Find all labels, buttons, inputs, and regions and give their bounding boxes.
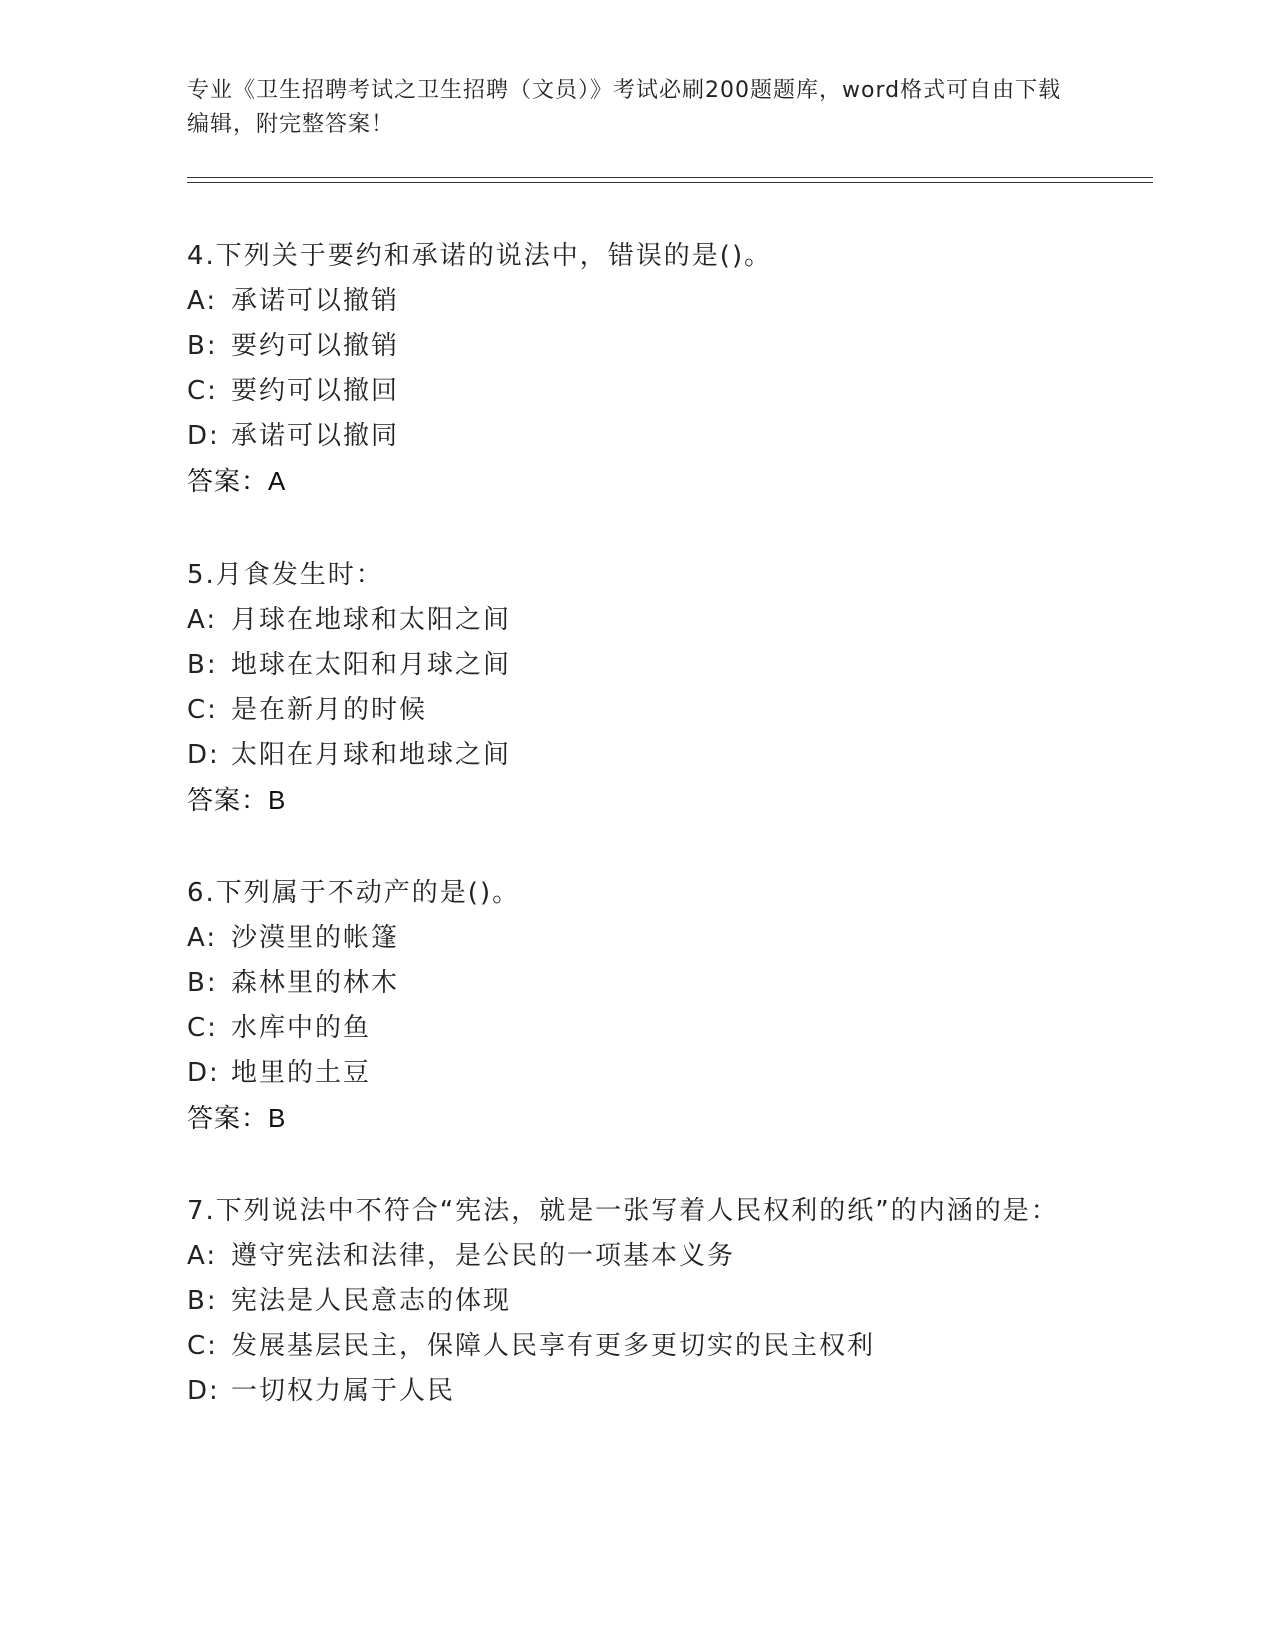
option-text: 太阳在月球和地球之间 (231, 740, 512, 770)
answer-line: 答案：A (187, 466, 287, 496)
option-text: 承诺可以撤同 (231, 421, 400, 451)
option-text: 森林里的林木 (231, 968, 400, 998)
option-letter: C: (187, 695, 218, 725)
option-text: 地里的土豆 (231, 1058, 372, 1088)
option-letter: C: (187, 1013, 218, 1043)
option-c (187, 369, 1067, 414)
option-letter: B: (187, 1286, 218, 1316)
option-letter: A: (187, 286, 218, 316)
document-header: 专业《卫生招聘考试之卫生招聘（文员）》考试必刷200题题库，word格式可自由下载编辑，附完整答案！ (187, 78, 1062, 137)
option-d (187, 414, 1067, 459)
option-letter: D: (187, 1376, 220, 1406)
answer-line: 答案：B (187, 785, 287, 815)
option-d (187, 733, 1067, 778)
option-d (187, 1051, 1067, 1096)
option-letter: D: (187, 1058, 220, 1088)
question-stem: 5.月食发生时： (187, 560, 384, 590)
option-letter: C: (187, 376, 218, 406)
option-letter: D: (187, 740, 220, 770)
option-letter: B: (187, 331, 218, 361)
option-letter: A: (187, 923, 218, 953)
option-letter: D: (187, 421, 220, 451)
option-letter: B: (187, 968, 218, 998)
option-b (187, 324, 1067, 369)
question-7 (187, 1189, 1067, 1414)
question-stem: 6.下列属于不动产的是()。 (187, 878, 521, 908)
option-text: 遵守宪法和法律，是公民的一项基本义务 (231, 1241, 736, 1271)
option-text: 月球在地球和太阳之间 (231, 605, 512, 635)
option-text: 是在新月的时候 (231, 695, 428, 725)
question-stem: 4.下列关于要约和承诺的说法中，错误的是()。 (187, 241, 773, 271)
option-letter: C: (187, 1331, 218, 1361)
option-text: 要约可以撤销 (231, 331, 400, 361)
option-letter: B: (187, 650, 218, 680)
question-6 (187, 871, 1067, 1141)
option-text: 承诺可以撤销 (231, 286, 400, 316)
option-c (187, 688, 1067, 733)
option-a (187, 279, 1067, 324)
question-4 (187, 234, 1067, 504)
option-text: 要约可以撤回 (231, 376, 400, 406)
option-d (187, 1369, 1067, 1414)
option-b (187, 961, 1067, 1006)
header-divider-bottom (187, 182, 1153, 183)
option-c (187, 1324, 1067, 1369)
question-5 (187, 553, 1067, 823)
option-letter: A: (187, 605, 218, 635)
header-divider-top (187, 177, 1153, 178)
option-a (187, 916, 1067, 961)
option-a (187, 598, 1067, 643)
option-text: 地球在太阳和月球之间 (231, 650, 512, 680)
option-letter: A: (187, 1241, 218, 1271)
answer-line: 答案：B (187, 1103, 287, 1133)
option-b (187, 643, 1067, 688)
option-c (187, 1006, 1067, 1051)
option-a (187, 1234, 1067, 1279)
option-text: 宪法是人民意志的体现 (231, 1286, 512, 1316)
option-text: 沙漠里的帐篷 (231, 923, 400, 953)
option-text: 一切权力属于人民 (231, 1376, 456, 1406)
option-text: 水库中的鱼 (231, 1013, 372, 1043)
question-stem: 7.下列说法中不符合“宪法，就是一张写着人民权利的纸”的内涵的是： (187, 1196, 1059, 1226)
option-text: 发展基层民主，保障人民享有更多更切实的民主权利 (231, 1331, 876, 1361)
option-b (187, 1279, 1067, 1324)
